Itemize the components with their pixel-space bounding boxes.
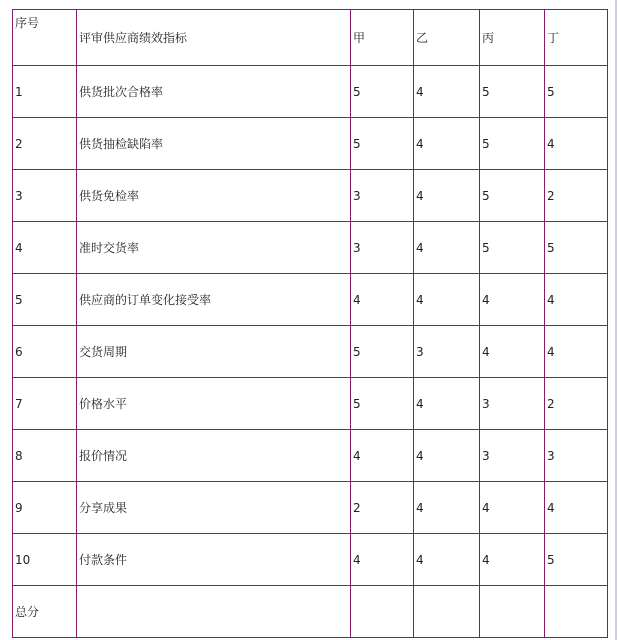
cell-score-a: 4	[351, 274, 414, 326]
cell-no: 2	[13, 118, 77, 170]
header-supplier-c: 丙	[480, 10, 545, 66]
cell-score-c: 3	[480, 430, 545, 482]
cell-score-d: 4	[545, 274, 608, 326]
cell-score-d: 4	[545, 326, 608, 378]
cell-metric: 供应商的订单变化接受率	[77, 274, 351, 326]
cell-score-d: 3	[545, 430, 608, 482]
cell-score-b: 4	[414, 66, 480, 118]
cell-score-a: 5	[351, 326, 414, 378]
cell-score-d: 2	[545, 378, 608, 430]
cell-score-a: 4	[351, 534, 414, 586]
table-row	[13, 66, 608, 118]
table-body	[13, 10, 608, 638]
cell-score-c: 5	[480, 170, 545, 222]
cell-metric: 报价情况	[77, 430, 351, 482]
total-score-c	[480, 586, 545, 638]
table-row	[13, 534, 608, 586]
cell-score-d: 5	[545, 534, 608, 586]
cell-score-d: 4	[545, 482, 608, 534]
table-row	[13, 118, 608, 170]
cell-score-b: 3	[414, 326, 480, 378]
cell-no: 9	[13, 482, 77, 534]
table-row	[13, 274, 608, 326]
cell-score-c: 3	[480, 378, 545, 430]
cell-metric: 准时交货率	[77, 222, 351, 274]
cell-no: 4	[13, 222, 77, 274]
table-row	[13, 430, 608, 482]
cell-score-b: 4	[414, 534, 480, 586]
cell-score-c: 4	[480, 534, 545, 586]
header-supplier-b: 乙	[414, 10, 480, 66]
table-header-row	[13, 10, 608, 66]
cell-score-b: 4	[414, 430, 480, 482]
cell-score-c: 4	[480, 482, 545, 534]
cell-metric: 分享成果	[77, 482, 351, 534]
cell-score-c: 4	[480, 326, 545, 378]
cell-score-c: 5	[480, 118, 545, 170]
cell-score-a: 3	[351, 222, 414, 274]
cell-score-b: 4	[414, 118, 480, 170]
total-score-d	[545, 586, 608, 638]
table-row	[13, 170, 608, 222]
cell-score-b: 4	[414, 274, 480, 326]
cell-metric: 价格水平	[77, 378, 351, 430]
total-score-b	[414, 586, 480, 638]
cell-score-c: 5	[480, 222, 545, 274]
cell-no: 8	[13, 430, 77, 482]
cell-score-d: 5	[545, 66, 608, 118]
cell-score-b: 4	[414, 482, 480, 534]
cell-no: 10	[13, 534, 77, 586]
cell-score-a: 5	[351, 66, 414, 118]
cell-score-c: 4	[480, 274, 545, 326]
cell-metric: 供货批次合格率	[77, 66, 351, 118]
header-supplier-d: 丁	[545, 10, 608, 66]
cell-metric: 付款条件	[77, 534, 351, 586]
cell-no: 7	[13, 378, 77, 430]
cell-metric: 交货周期	[77, 326, 351, 378]
supplier-performance-table	[12, 9, 608, 638]
cell-score-a: 5	[351, 378, 414, 430]
cell-no: 3	[13, 170, 77, 222]
cell-score-a: 3	[351, 170, 414, 222]
cell-score-a: 2	[351, 482, 414, 534]
table-row	[13, 378, 608, 430]
cell-no: 5	[13, 274, 77, 326]
cell-score-c: 5	[480, 66, 545, 118]
header-metric: 评审供应商绩效指标	[77, 10, 351, 66]
table-row	[13, 482, 608, 534]
right-edge-divider	[615, 0, 617, 640]
cell-score-b: 4	[414, 170, 480, 222]
cell-score-d: 2	[545, 170, 608, 222]
table-row	[13, 326, 608, 378]
cell-score-b: 4	[414, 222, 480, 274]
total-label: 总分	[13, 586, 77, 638]
table-total-row	[13, 586, 608, 638]
total-metric-cell	[77, 586, 351, 638]
cell-score-b: 4	[414, 378, 480, 430]
cell-score-d: 4	[545, 118, 608, 170]
cell-no: 6	[13, 326, 77, 378]
table-row	[13, 222, 608, 274]
cell-score-d: 5	[545, 222, 608, 274]
header-supplier-a: 甲	[351, 10, 414, 66]
cell-metric: 供货抽检缺陷率	[77, 118, 351, 170]
cell-score-a: 5	[351, 118, 414, 170]
total-score-a	[351, 586, 414, 638]
header-no: 序号	[13, 10, 77, 66]
cell-metric: 供货免检率	[77, 170, 351, 222]
cell-no: 1	[13, 66, 77, 118]
cell-score-a: 4	[351, 430, 414, 482]
